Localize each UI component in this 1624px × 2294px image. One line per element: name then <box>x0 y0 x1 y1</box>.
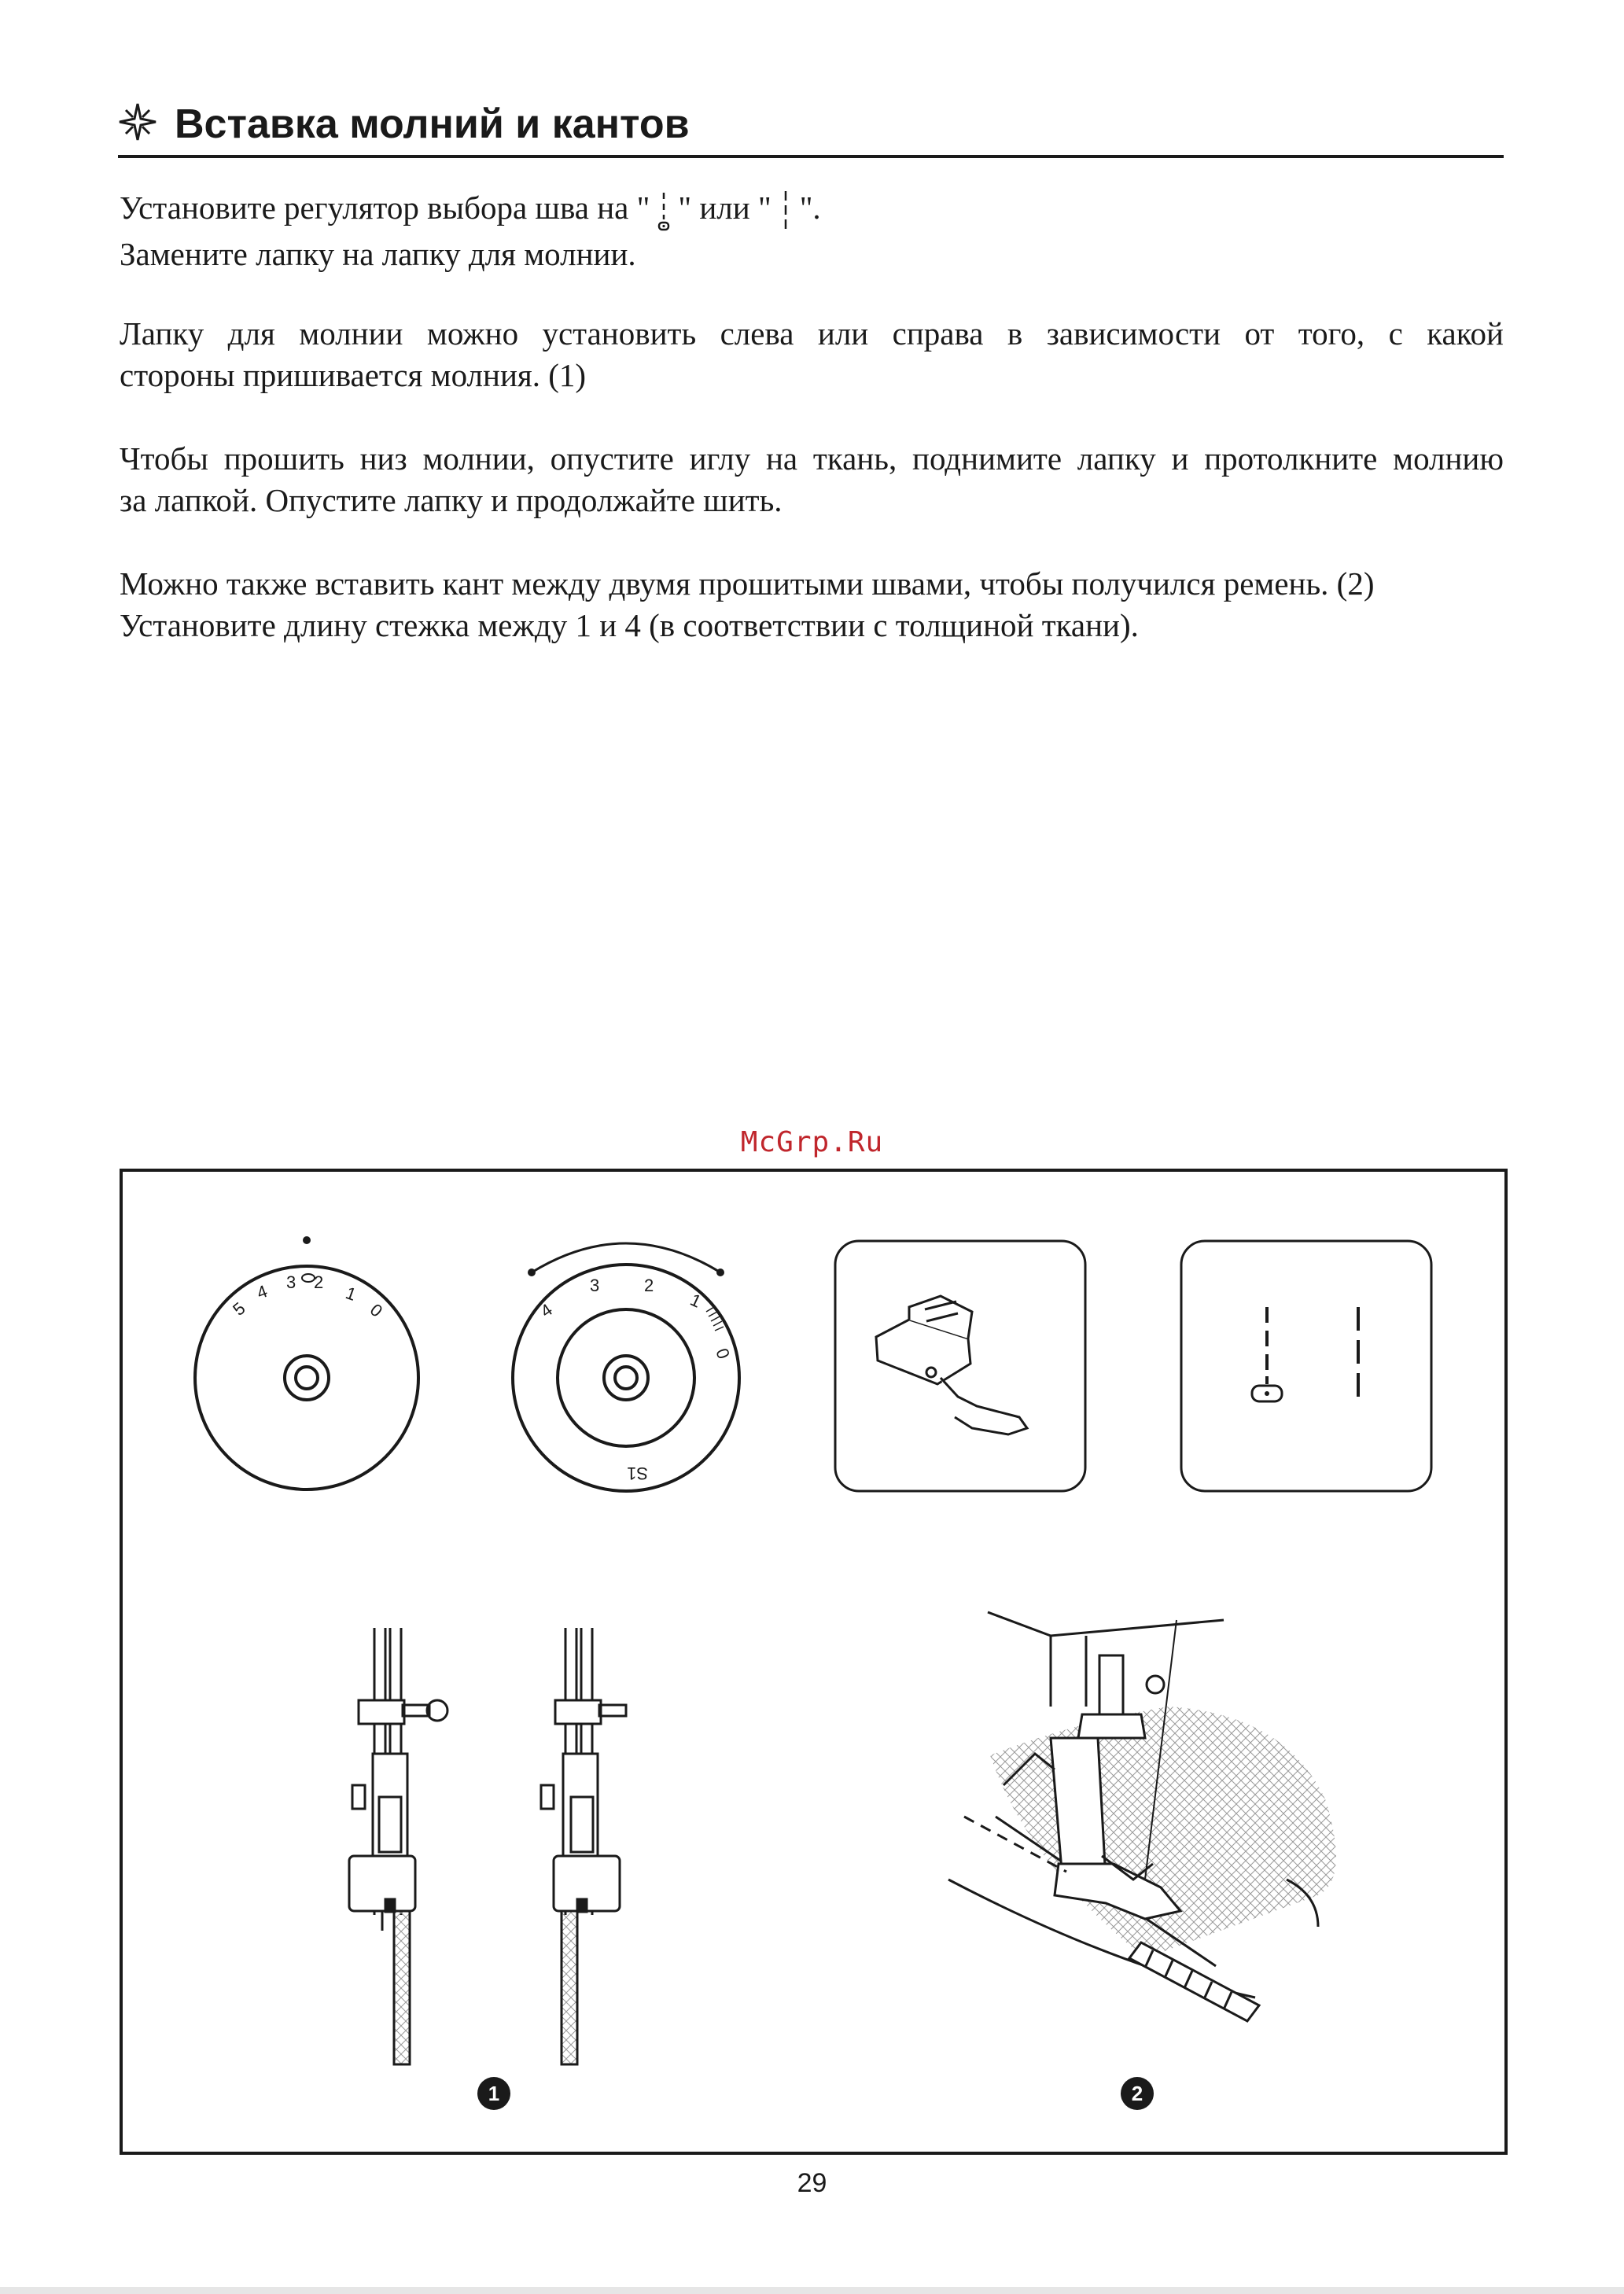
paragraph-1 <box>120 187 1504 275</box>
figure-label-1 <box>477 2077 510 2110</box>
text-fragment: " или " <box>678 190 771 226</box>
paragraph-3-line-2: за лапкой. Опустите лапку и продолжайте шить. <box>120 482 783 518</box>
page-bottom-edge <box>0 2287 1624 2294</box>
compass-star-icon <box>118 102 157 142</box>
text-fragment: Установите регулятор выбора шва на " <box>120 190 650 226</box>
dial2-tick: 1 <box>687 1289 705 1312</box>
stitch-pattern-illustration <box>1181 1241 1431 1491</box>
dial2-tick: 4 <box>536 1299 556 1322</box>
paragraph-2-line-1: Лапку для молнии можно установить слева или справа в зависимости от того, с какой <box>120 315 1504 352</box>
zipper-foot-left-right-illustration <box>349 1628 626 2064</box>
paragraph-1-line-2: Замените лапку на лапку для молнии. <box>120 235 636 272</box>
dial1-tick: 0 <box>366 1299 387 1321</box>
dial1-tick: 3 <box>286 1272 296 1292</box>
stitch-selector-dial <box>195 1236 418 1489</box>
figure-label-2-text: 2 <box>1131 2082 1143 2105</box>
paragraph-4 <box>120 563 1504 646</box>
dial1-tick: 5 <box>229 1298 249 1320</box>
dial1-tick: 2 <box>314 1272 324 1292</box>
section-heading <box>118 93 1504 156</box>
dial2-tick: 2 <box>644 1276 654 1295</box>
dial2-tick: S1 <box>627 1464 648 1483</box>
straight-stitch-left-needle-icon <box>654 190 673 234</box>
stitch-length-dial <box>513 1243 739 1491</box>
paragraph-1-line-1 <box>120 187 1504 234</box>
heading-divider <box>118 155 1504 158</box>
figure-label-1-text: 1 <box>488 2082 500 2105</box>
figure-panel <box>120 1169 1508 2155</box>
dial-indicator-dot <box>303 1236 311 1244</box>
figure-label-2 <box>1121 2077 1154 2110</box>
paragraph-4-line-1: Можно также вставить кант между двумя прошитыми швами, чтобы получился ремень. (2) <box>120 565 1375 602</box>
page-number: 29 <box>797 2168 827 2198</box>
dial1-tick: 1 <box>343 1283 359 1305</box>
figure-illustrations <box>123 1172 1504 2152</box>
page-title: Вставка молний и кантов <box>175 101 690 147</box>
zipper-foot-illustration <box>835 1241 1085 1491</box>
paragraph-3-line-1: Чтобы прошить низ молнии, опустите иглу на ткань, поднимите лапку и протолкните молнию <box>120 440 1504 477</box>
paragraph-2 <box>120 313 1504 396</box>
dial2-tick: 0 <box>712 1346 734 1362</box>
paragraph-4-line-2: Установите длину стежка между 1 и 4 (в соответствии с толщиной ткани). <box>120 607 1139 643</box>
watermark: McGrp.Ru <box>740 1126 884 1158</box>
straight-stitch-center-needle-icon <box>776 190 795 234</box>
paragraph-3 <box>120 438 1504 521</box>
dial2-tick: 3 <box>590 1276 600 1295</box>
text-fragment: ". <box>799 190 821 226</box>
piping-insertion-illustration <box>948 1612 1336 2021</box>
paragraph-2-line-2: стороны пришивается молния. (1) <box>120 357 587 393</box>
dial1-tick: 4 <box>254 1281 271 1303</box>
